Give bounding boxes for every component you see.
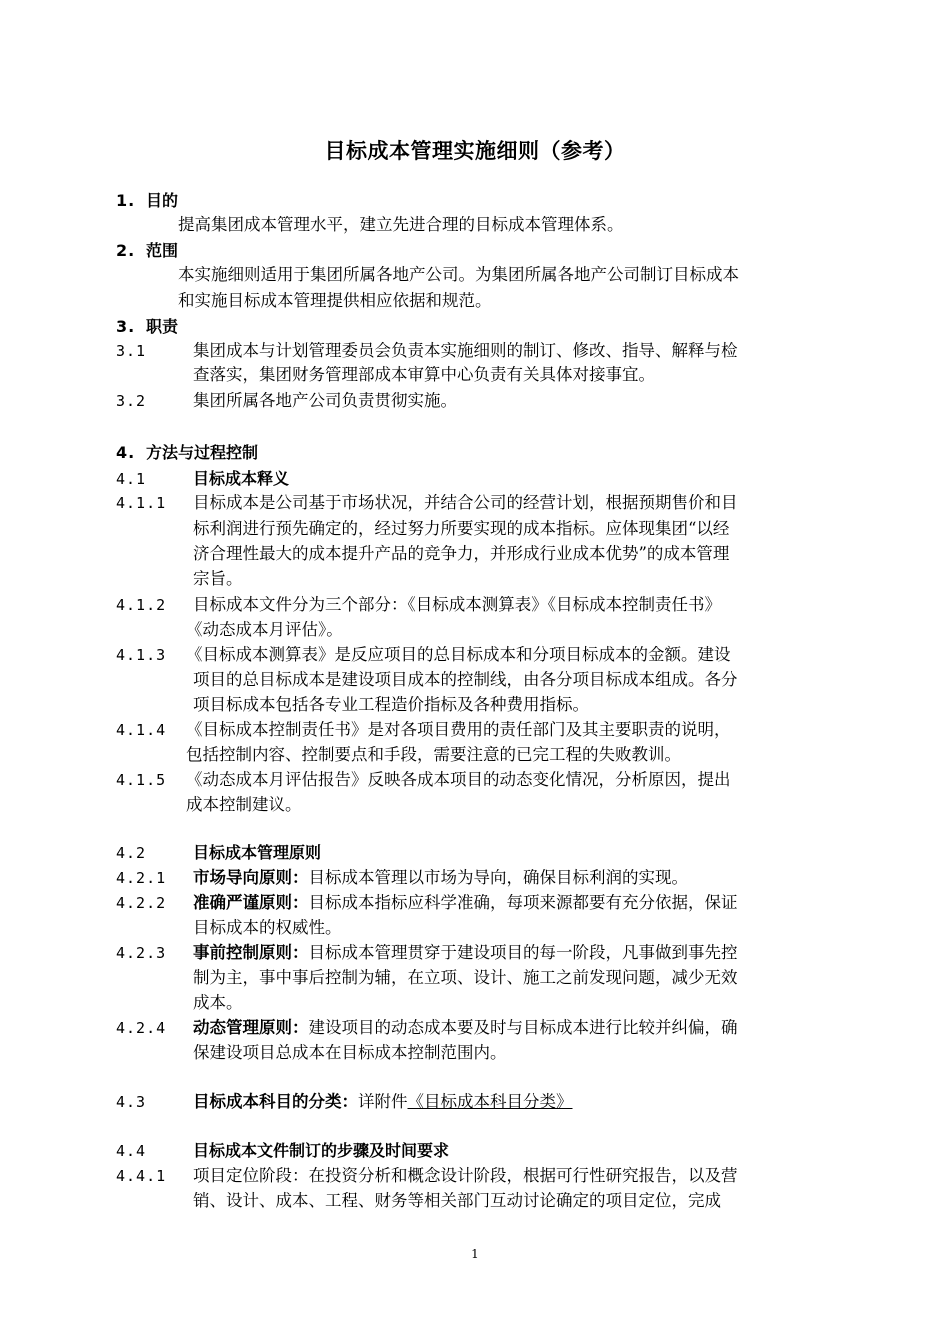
section-2-number: 2. xyxy=(116,241,136,260)
item-4-2-1-line-1 xyxy=(193,865,688,891)
section-4-4-number: 4.4 xyxy=(116,1142,147,1160)
item-4-1-1-number: 4.1.1 xyxy=(116,494,167,512)
section-4-3-number: 4.3 xyxy=(116,1093,147,1111)
item-3-2-line-1: 集团所属各地产公司负责贯彻实施。 xyxy=(193,391,457,410)
principle-text: 目标成本管理贯穿于建设项目的每一阶段，凡事做到事先控 xyxy=(308,943,738,962)
item-4-4-1-line-1: 项目定位阶段：在投资分析和概念设计阶段，根据可行性研究报告，以及营 xyxy=(193,1166,738,1185)
principle-text: 目标成本管理以市场为导向，确保目标利润的实现。 xyxy=(308,868,688,887)
principle-label: 市场导向原则： xyxy=(193,868,309,887)
item-4-1-2-line-1: 目标成本文件分为三个部分：《目标成本测算表》《目标成本控制责任书》 xyxy=(193,595,721,614)
item-4-1-5-line-1: 《动态成本月评估报告》反映各成本项目的动态变化情况，分析原因，提出 xyxy=(186,770,731,789)
principle-label: 事前控制原则： xyxy=(193,943,309,962)
item-4-1-3-line-2: 项目的总目标成本是建设项目成本的控制线，由各分项目标成本组成。各分 xyxy=(193,670,738,689)
section-3-number: 3. xyxy=(116,317,136,336)
item-4-4-1-line-2: 销、设计、成本、工程、财务等相关部门互动讨论确定的项目定位，完成 xyxy=(193,1191,721,1210)
section-3-heading: 职责 xyxy=(146,317,179,336)
item-4-1-5-line-2: 成本控制建议。 xyxy=(186,795,302,814)
section-4-number: 4. xyxy=(116,443,136,462)
section-2-text-line-2: 和实施目标成本管理提供相应依据和规范。 xyxy=(178,291,492,310)
item-3-1-line-2: 查落实，集团财务管理部成本审算中心负责有关具体对接事宜。 xyxy=(193,365,655,384)
section-4-heading: 方法与过程控制 xyxy=(146,443,259,462)
item-4-1-1-line-2: 标利润进行预先确定的，经过努力所要实现的成本指标。应体现集团“以经 xyxy=(193,519,730,538)
item-4-1-5-number: 4.1.5 xyxy=(116,771,167,789)
item-4-2-4-line-2: 保建设项目总成本在目标成本控制范围内。 xyxy=(193,1043,507,1062)
principle-label: 动态管理原则： xyxy=(193,1018,309,1037)
section-1-text: 提高集团成本管理水平，建立先进合理的目标成本管理体系。 xyxy=(178,215,624,234)
item-4-1-1-line-4: 宗旨。 xyxy=(193,569,243,588)
item-4-2-3-line-2: 制为主，事中事后控制为辅，在立项、设计、施工之前发现问题，减少无效 xyxy=(193,968,738,987)
item-4-2-4-line-1 xyxy=(193,1015,738,1041)
section-4-1-number: 4.1 xyxy=(116,470,147,488)
item-4-1-4-line-1: 《目标成本控制责任书》是对各项目费用的责任部门及其主要职责的说明， xyxy=(186,720,731,739)
item-4-1-1-line-1: 目标成本是公司基于市场状况，并结合公司的经营计划，根据预期售价和目 xyxy=(193,493,738,512)
item-4-2-1-number: 4.2.1 xyxy=(116,869,167,887)
principle-label: 准确严谨原则： xyxy=(193,893,309,912)
page-number: 1 xyxy=(471,1247,479,1261)
section-2-heading: 范围 xyxy=(146,241,179,260)
item-4-1-3-number: 4.1.3 xyxy=(116,646,167,664)
item-4-1-2-number: 4.1.2 xyxy=(116,596,167,614)
section-4-3-text: 详附件 xyxy=(358,1092,408,1111)
item-4-1-4-line-2: 包括控制内容、控制要点和手段，需要注意的已完工程的失败教训。 xyxy=(186,745,681,764)
section-4-1-heading: 目标成本释义 xyxy=(193,469,290,488)
section-4-2-heading: 目标成本管理原则 xyxy=(193,843,322,862)
item-4-2-3-line-1 xyxy=(193,940,738,966)
item-4-1-3-line-1: 《目标成本测算表》是反应项目的总目标成本和分项目标成本的金额。建设 xyxy=(186,645,731,664)
section-4-2-number: 4.2 xyxy=(116,844,147,862)
document-title: 目标成本管理实施细则（参考） xyxy=(324,139,626,163)
section-4-3-label: 目标成本科目的分类： xyxy=(193,1092,358,1111)
item-4-4-1-number: 4.4.1 xyxy=(116,1167,167,1185)
section-1-heading: 目的 xyxy=(146,191,179,210)
item-3-1-line-1: 集团成本与计划管理委员会负责本实施细则的制订、修改、指导、解释与检 xyxy=(193,341,738,360)
item-4-2-3-line-3: 成本。 xyxy=(193,993,243,1012)
item-4-2-2-line-2: 目标成本的权威性。 xyxy=(193,918,342,937)
item-4-2-4-number: 4.2.4 xyxy=(116,1019,167,1037)
item-4-1-2-line-2: 《动态成本月评估》。 xyxy=(186,620,343,639)
section-1-number: 1. xyxy=(116,191,136,210)
attachment-link[interactable]: 《目标成本科目分类》 xyxy=(407,1092,573,1111)
item-4-1-1-line-3: 济合理性最大的成本提升产品的竞争力，并形成行业成本优势”的成本管理 xyxy=(193,544,730,563)
section-4-3-line xyxy=(193,1089,573,1115)
item-4-2-3-number: 4.2.3 xyxy=(116,944,167,962)
principle-text: 目标成本指标应科学准确，每项来源都要有充分依据，保证 xyxy=(308,893,738,912)
item-4-1-3-line-3: 项目标成本包括各专业工程造价指标及各种费用指标。 xyxy=(193,695,589,714)
item-3-2-number: 3.2 xyxy=(116,392,147,410)
item-4-2-2-line-1 xyxy=(193,890,738,916)
principle-text: 建设项目的动态成本要及时与目标成本进行比较并纠偏，确 xyxy=(308,1018,738,1037)
section-2-text-line-1: 本实施细则适用于集团所属各地产公司。为集团所属各地产公司制订目标成本 xyxy=(178,265,739,284)
item-4-1-4-number: 4.1.4 xyxy=(116,721,167,739)
item-4-2-2-number: 4.2.2 xyxy=(116,894,167,912)
item-3-1-number: 3.1 xyxy=(116,342,147,360)
section-4-4-heading: 目标成本文件制订的步骤及时间要求 xyxy=(193,1141,450,1160)
